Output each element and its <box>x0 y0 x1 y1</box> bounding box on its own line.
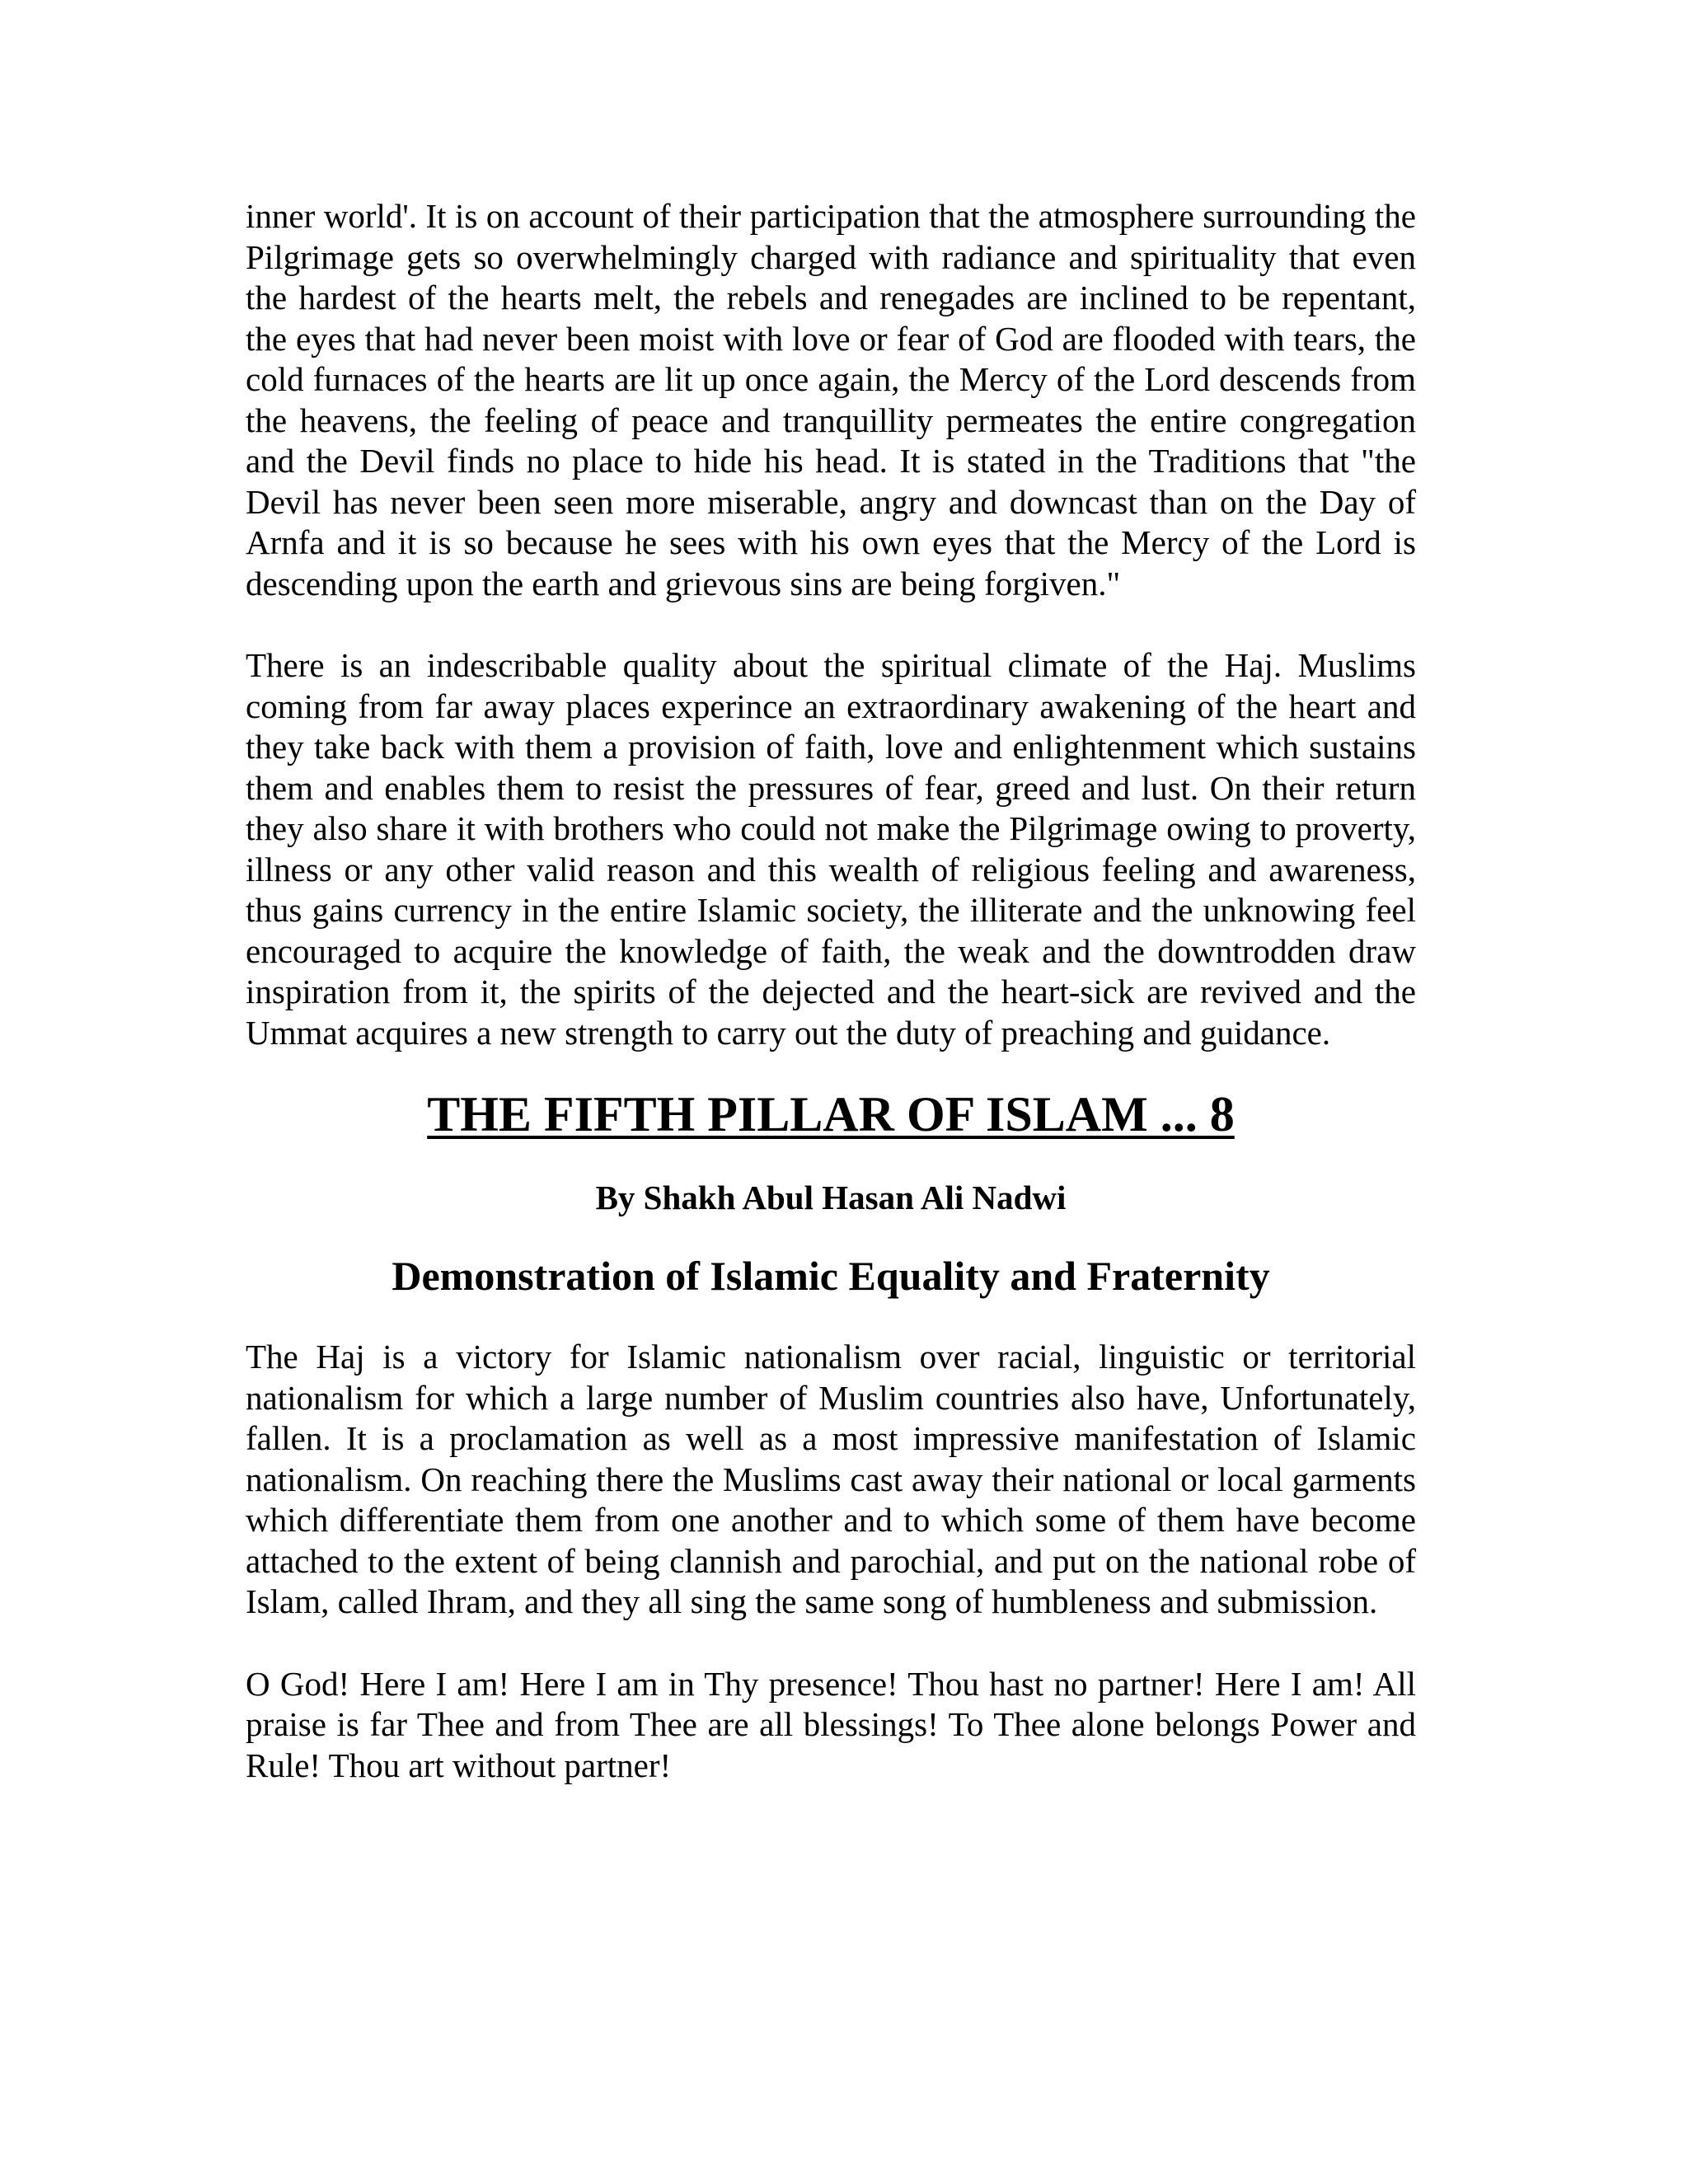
author-byline: By Shakh Abul Hasan Ali Nadwi <box>595 1179 1067 1216</box>
body-paragraph-3: The Haj is a victory for Islamic nationalism over racial, linguistic or territorial nationalism for which a large number of Muslim countries also have, Unfortunately, fallen. It is a proclamation as well as a most impressive manifestation of Islamic nationalism. On reaching there the Muslims cast away their national or local garments which differentiate them from one another and to which some of them have become attached to the extent of being clannish and parochial, and put on the national robe of Islam, called Ihram, and they all sing the same song of humbleness and submission. <box>246 1338 1416 1620</box>
section-heading: Demonstration of Islamic Equality and Fraternity <box>392 1253 1270 1299</box>
article-title: THE FIFTH PILLAR OF ISLAM ... 8 <box>427 1087 1235 1141</box>
body-paragraph-1: inner world'. It is on account of their participation that the atmosphere surrounding the Pilgrimage gets so overwhelmingly charged with radiance and spirituality that even the hardest of the hearts melt, the rebels and renegades are inclined to be repentant, the eyes that had never been moist with love or fear of God are flooded with tears, the cold furnaces of the hearts are lit up once again, the Mercy of the Lord descends from the heavens, the feeling of peace and tranquillity permeates the entire congregation and the Devil finds no place to hide his head. It is stated in the Traditions that "the Devil has never been seen more miserable, angry and downcast than on the Day of Arnfa and it is so because he sees with his own eyes that the Mercy of the Lord is descending upon the earth and grievous sins are being forgiven." <box>246 197 1416 602</box>
body-paragraph-4: O God! Here I am! Here I am in Thy presence! Thou hast no partner! Here I am! All praise is far Thee and from Thee are all blessings! To Thee alone belongs Power and Rule! Thou art without partner! <box>246 1664 1416 1784</box>
document-page <box>246 196 1416 1786</box>
body-paragraph-2: There is an indescribable quality about the spiritual climate of the Haj. Muslims coming from far away places experince an extraordinary awakening of the heart and they take back with them a provision of faith, love and enlightenment which sustains them and enables them to resist the pressures of fear, greed and lust. On their return they also share it with brothers who could not make the Pilgrimage owing to proverty, illness or any other valid reason and this wealth of religious feeling and awareness, thus gains currency in the entire Islamic society, the illiterate and the unknowing feel encouraged to acquire the knowledge of faith, the weak and the downtrodden draw inspiration from it, the spirits of the dejected and the heart-sick are revived and the Ummat acquires a new strength to carry out the duty of preaching and guidance. <box>246 646 1416 1052</box>
